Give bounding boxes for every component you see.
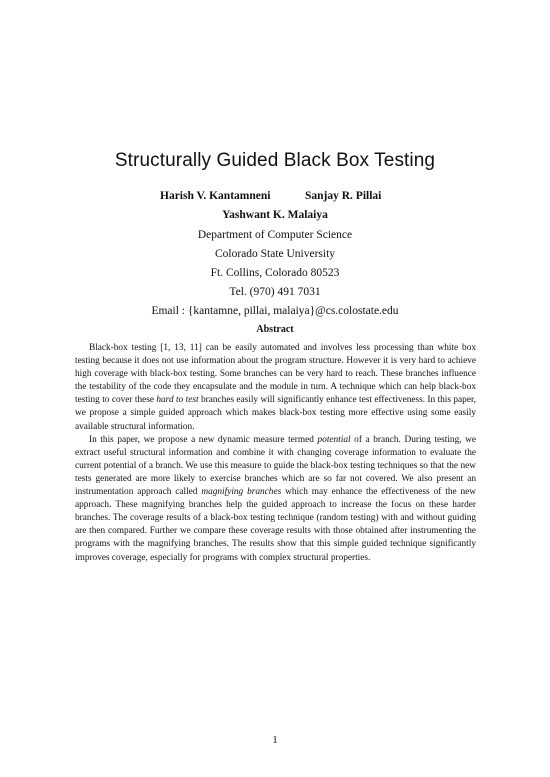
emphasis: hard to test [156, 395, 199, 406]
affiliation-university: Colorado State University [214, 248, 336, 260]
author-name: Harish V. Kantamneni [160, 190, 271, 202]
abstract-paragraph: Black-box testing [1, 13, 11] can be easily automated and involves less processing than white box testing because it does not use information about the program structure. However it is very hard to achieve high coverage with black-box testing. Some branches can be very hard to reach. These branches influence the testability of the code they encapsulate and the module in turn. A technique which can help black-box testing to cover these hard to test branches easily will significantly enhance test effectiveness. In this paper, we propose a simple guided approach which makes black-box testing more effective using some easily available structural information. [75, 343, 477, 432]
page-number: 1 [272, 734, 278, 746]
author-name: Yashwant K. Malaiya [222, 209, 328, 221]
affiliation-phone: Tel. (970) 491 7031 [229, 286, 321, 298]
paper-title: Structurally Guided Black Box Testing [114, 150, 436, 171]
abstract-paragraph: In this paper, we propose a new dynamic measure termed potential of a branch. During testing, we extract useful structural information and combine it with changing coverage information to evaluate the current potential of a branch. We use this measure to guide the black-box testing techniques so that the new tests generated are more likely to exercise branches which are so far not covered. We also present an instrumentation approach called magnifying branches which may enhance the effectiveness of the new approach. These magnifying branches help the guided approach to increase the focus on these harder branches. The coverage results of a black-box testing technique (random testing) with and without guiding are then compared. Further we compare these coverage results with those obtained after instrumenting the programs with the magnifying branches. The results show that this simple guided technique significantly improves coverage, especially for programs with complex structural properties. [75, 434, 476, 563]
emphasis: magnifying branches [201, 487, 282, 498]
affiliation-city: Ft. Collins, Colorado 80523 [210, 267, 340, 279]
author-name: Sanjay R. Pillai [305, 190, 382, 202]
affiliation-email: Email : {kantamne, pillai, malaiya}@cs.colostate.edu [151, 305, 399, 317]
author-row [0, 190, 550, 206]
affiliation-department: Department of Computer Science [197, 229, 353, 241]
emphasis: potential [317, 434, 351, 445]
abstract-body [75, 342, 476, 565]
abstract-heading: Abstract [256, 324, 294, 335]
